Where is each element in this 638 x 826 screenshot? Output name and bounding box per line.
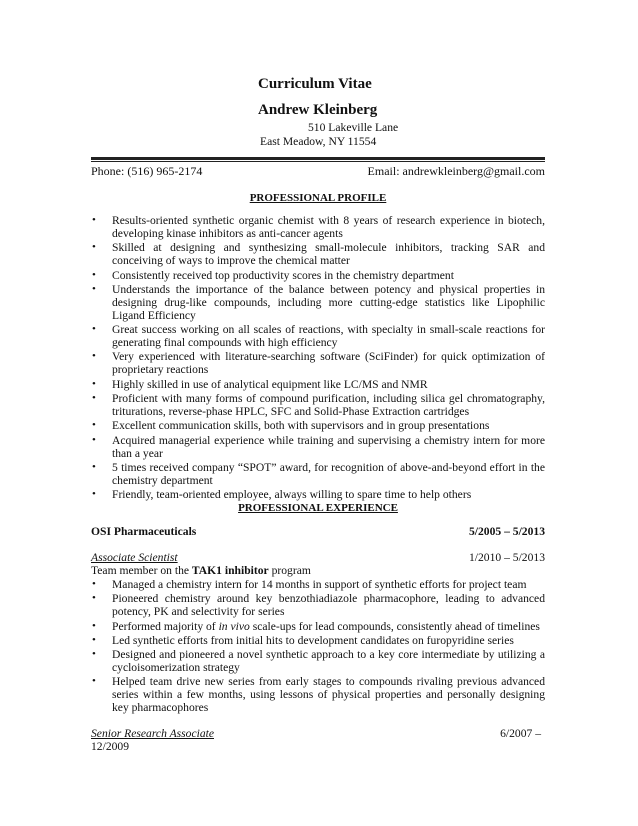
bullet-icon: • [92,350,96,363]
bullet-icon: • [92,592,96,605]
role2-dates-cont-row [91,740,545,753]
profile-bullet [91,350,545,376]
header-block [258,76,398,149]
bullet-text: Skilled at designing and synthesizing small-molecule inhibitors, tracking SAR and conceiving of ways to improve the chemical matter [112,241,545,268]
role1-bullet [91,648,545,674]
bullet-icon: • [92,648,96,661]
bullet-icon: • [92,241,96,254]
profile-bullet [91,434,545,460]
role2-dates: 6/2007 – [500,727,541,740]
profile-bullet-list [91,214,545,503]
bullet-icon: • [92,433,96,446]
cv-title: Curriculum Vitae [258,76,372,92]
bullet-icon: • [92,214,96,226]
bullet-icon: • [92,619,96,632]
contact-line [91,164,545,179]
bullet-text: Proficient with many forms of compound purification, including silica gel chromatography, triturations, reverse-phase HPLC, SFC and Solid-Phase Extraction cartridges [112,392,545,419]
bullet-text: Highly skilled in use of analytical equipment like LC/MS and NMR [112,377,428,391]
role1-intro [91,564,545,577]
role1-intro-suffix: program [268,564,311,577]
role1-title: Associate Scientist [91,551,178,564]
bullet-text: Led synthetic efforts from initial hits to development candidates on furopyridine series [112,633,514,647]
bullet-text-italic: in vivo [218,619,250,633]
profile-bullet [91,419,545,432]
bullet-text: Managed a chemistry intern for 14 months in support of synthetic efforts for project team [112,578,527,591]
role1-intro-prefix: Team member on the [91,564,192,577]
experience-heading: PROFESSIONAL EXPERIENCE [238,502,398,514]
bullet-text: Pioneered chemistry around key benzothiadiazole pharmacophore, leading to advanced potency, PK and selectivity for series [112,592,545,619]
role1-bullet-list [91,578,545,716]
company-name: OSI Pharmaceuticals [91,525,197,538]
role1-bullet [91,578,545,591]
role1-bullet [91,592,545,618]
role1-bullet [91,675,545,714]
bullet-text: Results-oriented synthetic organic chemist with 8 years of research experience in biotech, developing kinase inhibitors as anti-cancer agents [112,214,545,240]
bullet-icon: • [92,675,96,688]
profile-bullet [91,241,545,267]
bullet-icon: • [92,377,96,390]
header-rule [91,157,545,162]
bullet-text: Performed majority of [112,619,219,633]
profile-bullet [91,488,545,501]
role2-title: Senior Research Associate [91,727,214,740]
address-line-2: East Meadow, NY 11554 [260,135,377,148]
bullet-text: Understands the importance of the balance between potency and physical properties in designing drug-like compounds, including more cutting-edge statistics like Lipophilic Ligand Efficiency [112,282,545,322]
profile-bullet [91,323,545,349]
profile-bullet [91,269,545,282]
role1-bullet [91,634,545,647]
bullet-icon: • [92,633,96,646]
profile-bullet [91,214,545,240]
profile-bullet [91,392,545,418]
bullet-icon: • [92,578,96,590]
bullet-text: Friendly, team-oriented employee, always willing to spare time to help others [112,488,472,502]
role2-row [91,727,545,740]
bullet-text: Helped team drive new series from early stages to compounds rivaling previous advanced series within a few months, using lessons of physical properties and personally designing key pharmacophores [112,675,545,715]
address-line-1: 510 Lakeville Lane [308,121,399,134]
bullet-text: Consistently received top productivity scores in the chemistry department [112,268,454,282]
candidate-name: Andrew Kleinberg [258,102,378,118]
bullet-icon: • [92,392,96,405]
role1-bullet [91,620,545,633]
role1-dates: 1/2010 – 5/2013 [468,551,545,564]
bullet-text: Designed and pioneered a novel synthetic approach to a key core intermediate by utilizing a cycloisomerization strategy [112,648,545,675]
company-dates: 5/2005 – 5/2013 [468,525,545,538]
bullet-text: Acquired managerial experience while training and supervising a chemistry intern for more than a year [112,433,545,460]
bullet-icon: • [92,488,96,501]
profile-bullet [91,378,545,391]
bullet-text: Excellent communication skills, both with supervisors and in group presentations [112,419,490,433]
bullet-text: Very experienced with literature-searching software (SciFinder) for quick optimization of proprietary reactions [112,350,545,377]
company-row [91,525,545,538]
phone-text: Phone: (516) 965-2174 [91,164,203,178]
bullet-text: Great success working on all scales of reactions, with specialty in small-scale reactions for generating final compounds with high efficiency [112,323,545,350]
role1-program-name: TAK1 inhibitor [191,564,269,577]
role2-dates-cont: 12/2009 [91,740,130,753]
bullet-text-suffix: scale-ups for lead compounds, consistently ahead of timelines [249,619,540,633]
profile-bullet [91,461,545,487]
bullet-icon: • [92,460,96,473]
role1-row [91,551,545,564]
bullet-icon: • [92,419,96,432]
email-text: Email: andrewkleinberg@gmail.com [367,164,545,178]
bullet-text: 5 times received company “SPOT” award, for recognition of above-and-beyond effort in the chemistry department [112,460,545,487]
bullet-icon: • [92,268,96,281]
profile-bullet [91,283,545,322]
profile-heading: PROFESSIONAL PROFILE [249,192,387,204]
bullet-icon: • [92,323,96,336]
bullet-icon: • [92,282,96,295]
